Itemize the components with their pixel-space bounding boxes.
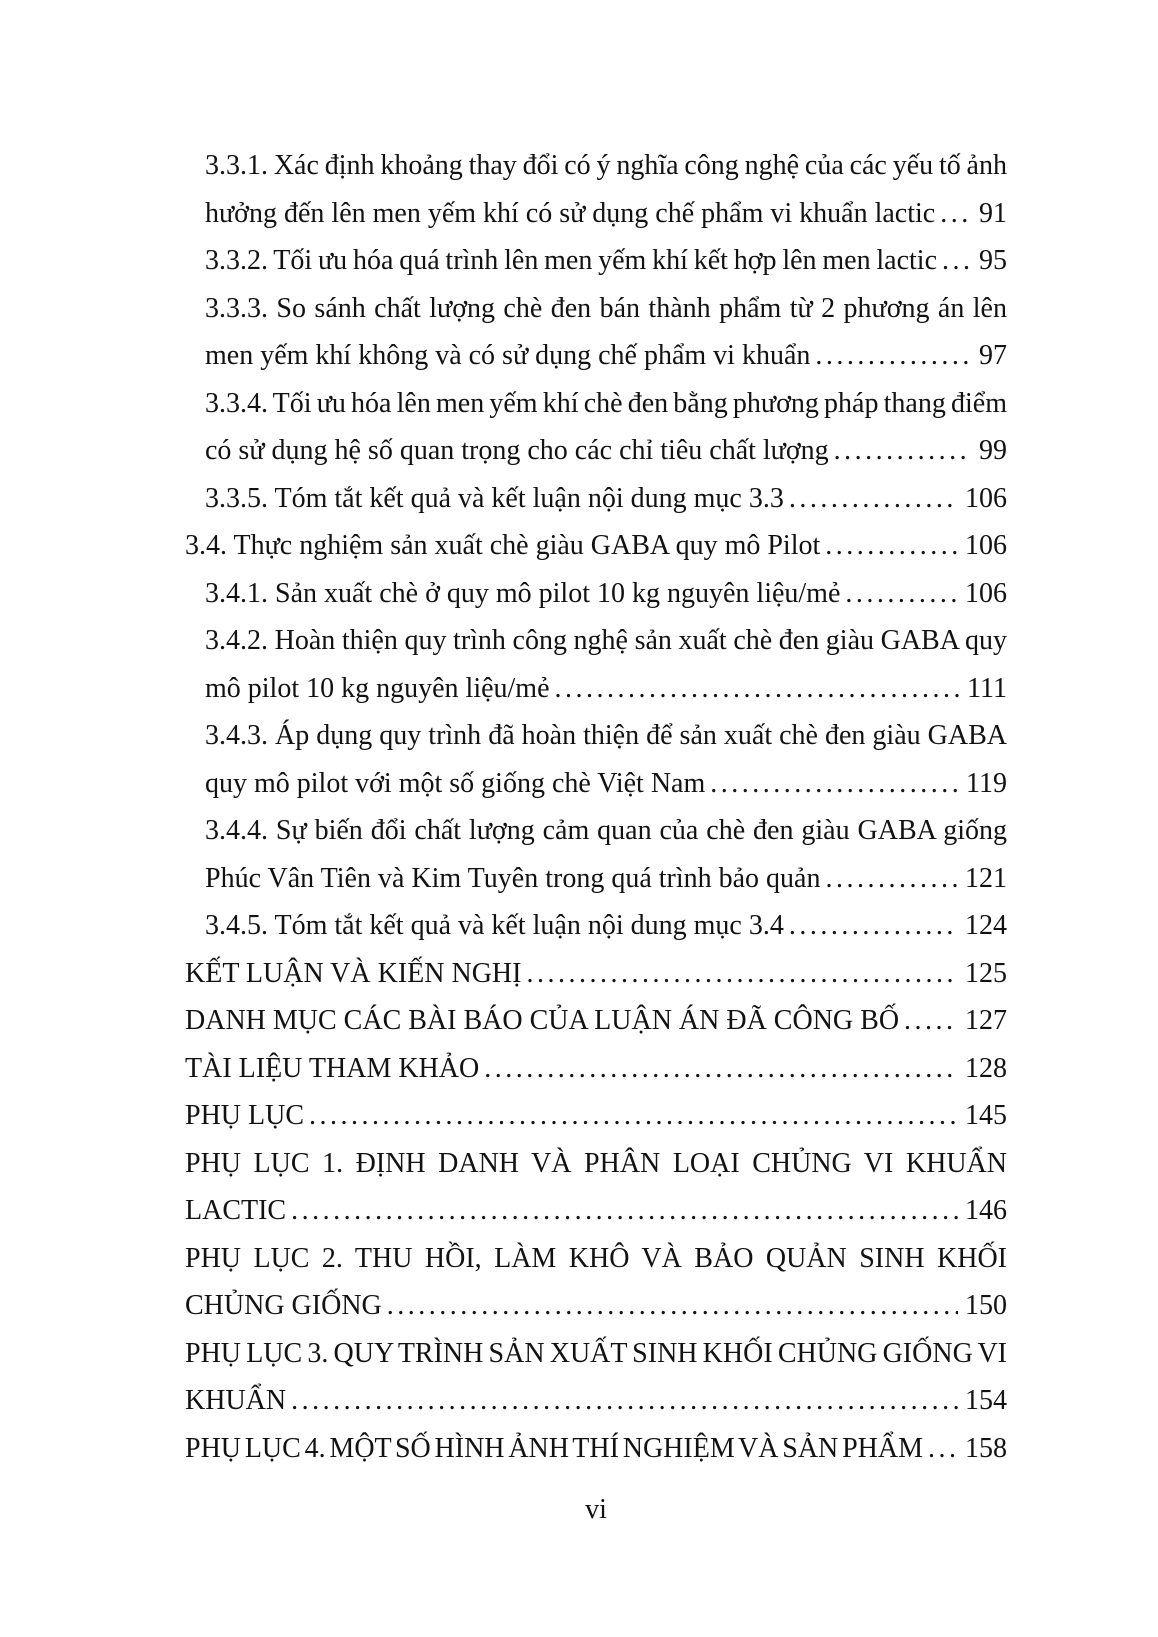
page-number: 106 bbox=[965, 482, 1007, 514]
dot-leader bbox=[710, 760, 959, 808]
toc-entry-line bbox=[185, 1377, 1007, 1425]
toc-entry-line bbox=[205, 427, 1007, 475]
toc-entry bbox=[185, 1045, 1007, 1093]
toc-list bbox=[185, 142, 1007, 1472]
page-number: 150 bbox=[965, 1290, 1007, 1321]
page-number: 95 bbox=[979, 245, 1007, 276]
page-number: 111 bbox=[967, 672, 1007, 704]
toc-entry bbox=[185, 522, 1007, 570]
toc-entry-line bbox=[205, 475, 1007, 523]
dot-leader bbox=[825, 855, 958, 903]
toc-entry-line bbox=[205, 570, 1007, 618]
toc-entry-line: PHỤ LỤC 2. THU HỒI, LÀM KHÔ VÀ BẢO QUẢN SINH KHỐI bbox=[185, 1242, 1007, 1274]
toc-entry-line: PHỤ LỤC 3. QUY TRÌNH SẢN XUẤT SINH KHỐI CHỦNG GIỐNG VI bbox=[185, 1337, 1008, 1369]
toc-entry-text: 3.3.5. Tóm tắt kết quả và kết luận nội dung mục 3.3 bbox=[205, 482, 784, 514]
toc-entry-text: 3.3.2. Tối ưu hóa quá trình lên men yếm khí kết hợp lên men lactic bbox=[205, 245, 937, 276]
toc-entry-line bbox=[205, 190, 1007, 238]
toc-entry-line: 3.3.3. So sánh chất lượng chè đen bán thành phẩm từ 2 phương án lên bbox=[205, 292, 1007, 324]
toc-entry-line bbox=[185, 1282, 1007, 1330]
page-number: 124 bbox=[965, 910, 1007, 941]
dot-leader bbox=[309, 1092, 958, 1140]
toc-entry bbox=[205, 570, 1007, 618]
toc-entry bbox=[185, 1092, 1007, 1140]
toc-entry-line bbox=[205, 237, 1007, 285]
toc-entry-line: 3.4.3. Áp dụng quy trình đã hoàn thiện để sản xuất chè đen giàu GABA bbox=[205, 720, 1007, 751]
toc-entry-text: DANH MỤC CÁC BÀI BÁO CỦA LUẬN ÁN ĐÃ CÔNG BỐ bbox=[185, 1005, 900, 1036]
toc-entry-text: có sử dụng hệ số quan trọng cho các chỉ tiêu chất lượng bbox=[205, 435, 829, 466]
dot-leader bbox=[526, 950, 958, 998]
toc-entry-text: 3.4.1. Sản xuất chè ở quy mô pilot 10 kg nguyên liệu/mẻ bbox=[205, 577, 841, 609]
page-number: 154 bbox=[965, 1385, 1007, 1416]
toc-entry-text: TÀI LIỆU THAM KHẢO bbox=[185, 1052, 480, 1084]
toc-entry-text: Phúc Vân Tiên và Kim Tuyên trong quá trình bảo quản bbox=[205, 862, 821, 894]
toc-entry-line bbox=[185, 1425, 1007, 1473]
page-number: 106 bbox=[965, 530, 1007, 561]
page-number: 99 bbox=[979, 435, 1007, 466]
dot-leader bbox=[845, 570, 958, 618]
toc-entry-text: hưởng đến lên men yếm khí có sử dụng chế phẩm vi khuẩn lactic bbox=[205, 197, 936, 229]
dot-leader bbox=[387, 1282, 958, 1330]
page-number-footer: vi bbox=[585, 1494, 607, 1525]
dot-leader bbox=[291, 1187, 958, 1235]
toc-entry-text: 3.4.5. Tóm tắt kết quả và kết luận nội dung mục 3.4 bbox=[205, 910, 784, 941]
toc-entry-line: PHỤ LỤC 1. ĐỊNH DANH VÀ PHÂN LOẠI CHỦNG VI KHUẨN bbox=[185, 1147, 1007, 1179]
dot-leader bbox=[904, 997, 958, 1045]
page-number: 106 bbox=[965, 577, 1007, 609]
dot-leader bbox=[825, 522, 958, 570]
dot-leader bbox=[555, 665, 961, 713]
toc-entry bbox=[185, 1140, 1007, 1235]
page-number: 91 bbox=[979, 197, 1007, 229]
toc-entry-line: 3.3.1. Xác định khoảng thay đổi có ý nghĩa công nghệ của các yếu tố ảnh bbox=[205, 150, 1007, 181]
toc-entry-line bbox=[185, 522, 1007, 570]
toc-entry-text: LACTIC bbox=[185, 1195, 287, 1226]
toc-entry bbox=[205, 902, 1007, 950]
toc-entry bbox=[205, 712, 1007, 807]
toc-entry bbox=[185, 1330, 1007, 1425]
toc-entry-line bbox=[185, 1045, 1007, 1093]
toc-entry bbox=[205, 807, 1007, 902]
toc-entry bbox=[205, 237, 1007, 285]
toc-entry bbox=[205, 380, 1007, 475]
toc-entry-line bbox=[205, 902, 1007, 950]
toc-entry-line bbox=[205, 855, 1007, 903]
toc-entry-text: 3.4. Thực nghiệm sản xuất chè giàu GABA quy mô Pilot bbox=[185, 530, 821, 561]
dot-leader bbox=[789, 902, 958, 950]
page-number: 127 bbox=[965, 1005, 1007, 1036]
dot-leader bbox=[940, 190, 972, 238]
toc-entry-line bbox=[185, 997, 1007, 1045]
dot-leader bbox=[789, 475, 958, 523]
toc-entry bbox=[205, 142, 1007, 237]
page-number: 125 bbox=[965, 957, 1007, 989]
toc-entry-line: 3.4.4. Sự biến đổi chất lượng cảm quan của chè đen giàu GABA giống bbox=[205, 815, 1007, 846]
toc-entry-line: 3.4.2. Hoàn thiện quy trình công nghệ sản xuất chè đen giàu GABA quy bbox=[205, 625, 1008, 656]
dot-leader bbox=[928, 1425, 958, 1473]
page-number: 121 bbox=[965, 862, 1007, 894]
toc-entry bbox=[185, 997, 1007, 1045]
toc-entry-text: mô pilot 10 kg nguyên liệu/mẻ bbox=[205, 672, 550, 704]
page-number: 158 bbox=[965, 1432, 1007, 1464]
page-number: 97 bbox=[979, 340, 1007, 371]
toc-entry bbox=[205, 285, 1007, 380]
toc-entry-text: KẾT LUẬN VÀ KIẾN NGHỊ bbox=[185, 957, 522, 989]
page-number: 146 bbox=[965, 1195, 1007, 1226]
toc-entry-text: PHỤ LỤC bbox=[185, 1100, 305, 1131]
toc-entry-text: quy mô pilot với một số giống chè Việt Nam bbox=[205, 767, 706, 799]
dot-leader bbox=[942, 237, 972, 285]
toc-entry-line bbox=[205, 332, 1007, 380]
toc-entry-text: CHỦNG GIỐNG bbox=[185, 1290, 382, 1321]
toc-entry-text: men yếm khí không và có sử dụng chế phẩm vi khuẩn bbox=[205, 340, 811, 371]
toc-entry-line bbox=[185, 1092, 1007, 1140]
toc-entry bbox=[185, 1235, 1007, 1330]
toc-entry-line: 3.3.4. Tối ưu hóa lên men yếm khí chè đen bằng phương pháp thang điểm bbox=[205, 387, 1007, 419]
page-number: 128 bbox=[965, 1052, 1007, 1084]
toc-entry bbox=[185, 1425, 1007, 1473]
toc-entry-line bbox=[205, 665, 1007, 713]
toc-entry-text: KHUẨN bbox=[185, 1385, 287, 1416]
page-number: 119 bbox=[966, 767, 1007, 799]
toc-entry bbox=[185, 950, 1007, 998]
dot-leader bbox=[484, 1045, 958, 1093]
toc-entry-line bbox=[185, 950, 1007, 998]
dot-leader bbox=[291, 1377, 958, 1425]
toc-entry bbox=[205, 475, 1007, 523]
dot-leader bbox=[815, 332, 972, 380]
toc-entry bbox=[205, 617, 1007, 712]
dot-leader bbox=[834, 427, 972, 475]
toc-entry-line bbox=[205, 760, 1007, 808]
toc-entry-text: PHỤ LỤC 4. MỘT SỐ HÌNH ẢNH THÍ NGHIỆM VÀ SẢN PHẨM bbox=[185, 1432, 923, 1464]
page-number: 145 bbox=[965, 1100, 1007, 1131]
toc-entry-line bbox=[185, 1187, 1007, 1235]
